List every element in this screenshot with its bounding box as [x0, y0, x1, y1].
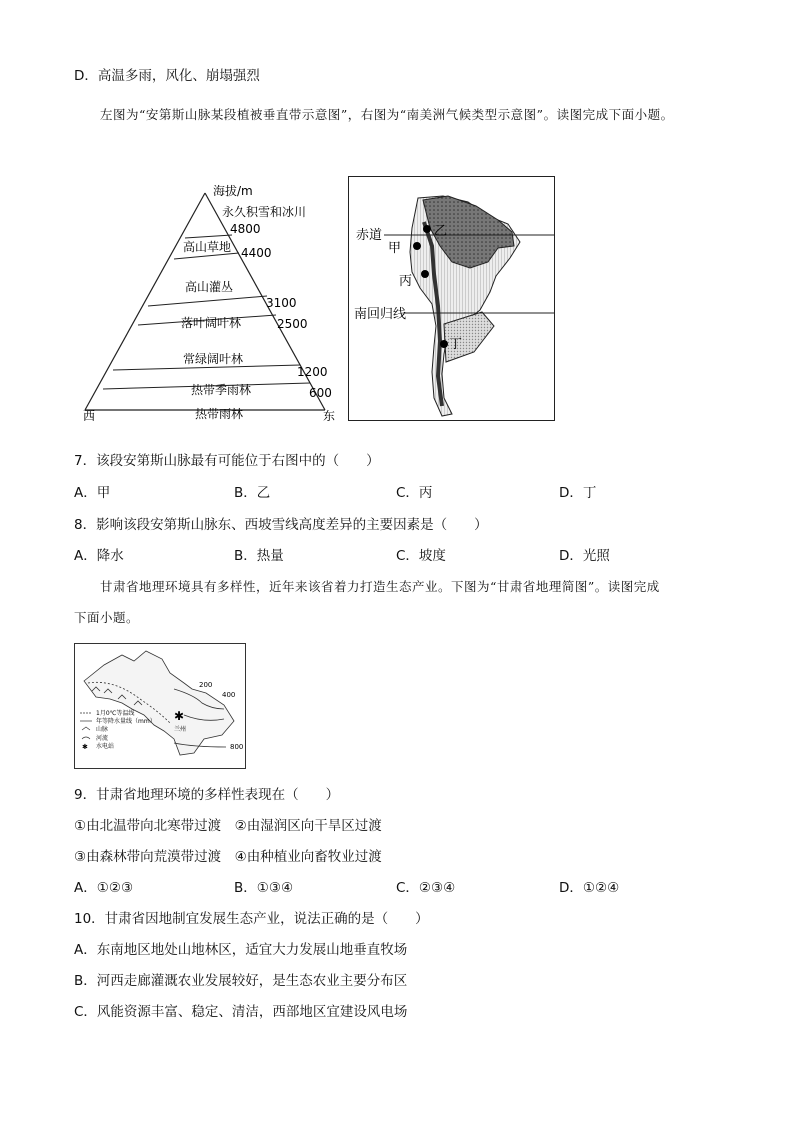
q8-stem: 8．影响该段安第斯山脉东、西坡雪线高度差异的主要因素是（ ）	[74, 517, 488, 533]
elev-2500: 2500	[277, 317, 308, 331]
west-label: 西	[83, 409, 96, 423]
zone-label-evergreen: 常绿阔叶林	[183, 352, 244, 366]
q9-option-d[interactable]: D．①②④	[559, 880, 620, 896]
zone-label-rainforest: 热带雨林	[195, 407, 244, 421]
gansu-map	[74, 643, 246, 769]
q7-option-a[interactable]: A．甲	[74, 485, 111, 501]
q10-option-b[interactable]: B．河西走廊灌溉农业发展较好，是生态农业主要分布区	[74, 973, 408, 989]
isohyet-400: 400	[222, 691, 236, 699]
zone-label-snow: 永久积雪和冰川	[222, 205, 307, 219]
legend-river: 河流	[96, 735, 109, 742]
q7-option-c[interactable]: C．丙	[396, 485, 433, 501]
east-label: 东	[323, 409, 336, 423]
q9-statements-2: ③由森林带向荒漠带过渡 ④由种植业向畜牧业过渡	[74, 849, 382, 865]
elev-600: 600	[309, 386, 332, 400]
q7-option-d[interactable]: D．丁	[559, 485, 597, 501]
legend-hydropower-icon: ✱	[82, 743, 88, 751]
isohyet-800: 800	[230, 743, 244, 751]
q8-option-c[interactable]: C．坡度	[396, 548, 446, 564]
lanzhou-label: 兰州	[174, 726, 187, 733]
tropic-label: 南回归线	[354, 307, 407, 322]
q9-option-a[interactable]: A．①②③	[74, 880, 134, 896]
isohyet-200: 200	[199, 681, 213, 689]
zone-label-alpine-shrub: 高山灌丛	[185, 280, 234, 294]
legend-isohyet: 年等降水量线（mm）	[96, 718, 156, 725]
south-america-map	[348, 176, 560, 422]
q8-option-a[interactable]: A．降水	[74, 548, 124, 564]
elev-1200: 1200	[297, 365, 328, 379]
legend-isotherm: 1月0℃等温线	[96, 710, 135, 717]
elev-4800: 4800	[230, 222, 261, 236]
q10-option-c[interactable]: C．风能资源丰富、稳定、清洁，西部地区宜建设风电场	[74, 1004, 408, 1020]
q10-option-a[interactable]: A．东南地区地处山地林区，适宜大力发展山地垂直牧场	[74, 942, 408, 958]
intro-paragraph-2-line1: 甘肃省地理环境具有多样性，近年来该省着力打造生态产业。下图为“甘肃省地理简图”。读图完成	[100, 579, 660, 594]
point-bing-label: 丙	[399, 274, 413, 289]
q9-statements-1: ①由北温带向北寒带过渡 ②由湿润区向干旱区过渡	[74, 818, 382, 834]
point-jia-label: 甲	[388, 241, 402, 256]
zone-label-deciduous: 落叶阔叶林	[181, 316, 242, 330]
point-ding-label: 丁	[449, 337, 463, 352]
q10-stem: 10．甘肃省因地制宜发展生态产业，说法正确的是（ ）	[74, 911, 429, 927]
intro-paragraph-2-line2: 下面小题。	[74, 610, 140, 625]
q7-option-b[interactable]: B．乙	[234, 485, 271, 501]
hydropower-icon: ✱	[174, 709, 185, 723]
legend-mountain: 山脉	[96, 726, 109, 733]
q8-option-d[interactable]: D．光照	[559, 548, 610, 564]
intro-paragraph-1: 左图为“安第斯山脉某段植被垂直带示意图”，右图为“南美洲气候类型示意图”。读图完成下面小题。	[100, 107, 674, 122]
elevation-axis-label: 海拔/m	[213, 184, 253, 198]
elev-3100: 3100	[266, 296, 297, 310]
equator-label: 赤道	[356, 228, 383, 243]
q6-option-d: D．高温多雨，风化、崩塌强烈	[74, 68, 260, 84]
q9-option-c[interactable]: C．②③④	[396, 880, 456, 896]
q9-option-b[interactable]: B．①③④	[234, 880, 294, 896]
point-yi-label: 乙	[434, 224, 448, 239]
elev-4400: 4400	[241, 246, 272, 260]
zone-label-alpine-meadow: 高山草地	[183, 240, 232, 254]
q9-stem: 9．甘肃省地理环境的多样性表现在（ ）	[74, 787, 340, 803]
q7-stem: 7．该段安第斯山脉最有可能位于右图中的（ ）	[74, 453, 380, 469]
vegetation-zone-figure	[80, 178, 340, 428]
legend-hydropower: 水电站	[96, 743, 115, 750]
q8-option-b[interactable]: B．热量	[234, 548, 284, 564]
zone-label-monsoon: 热带季雨林	[191, 383, 252, 397]
